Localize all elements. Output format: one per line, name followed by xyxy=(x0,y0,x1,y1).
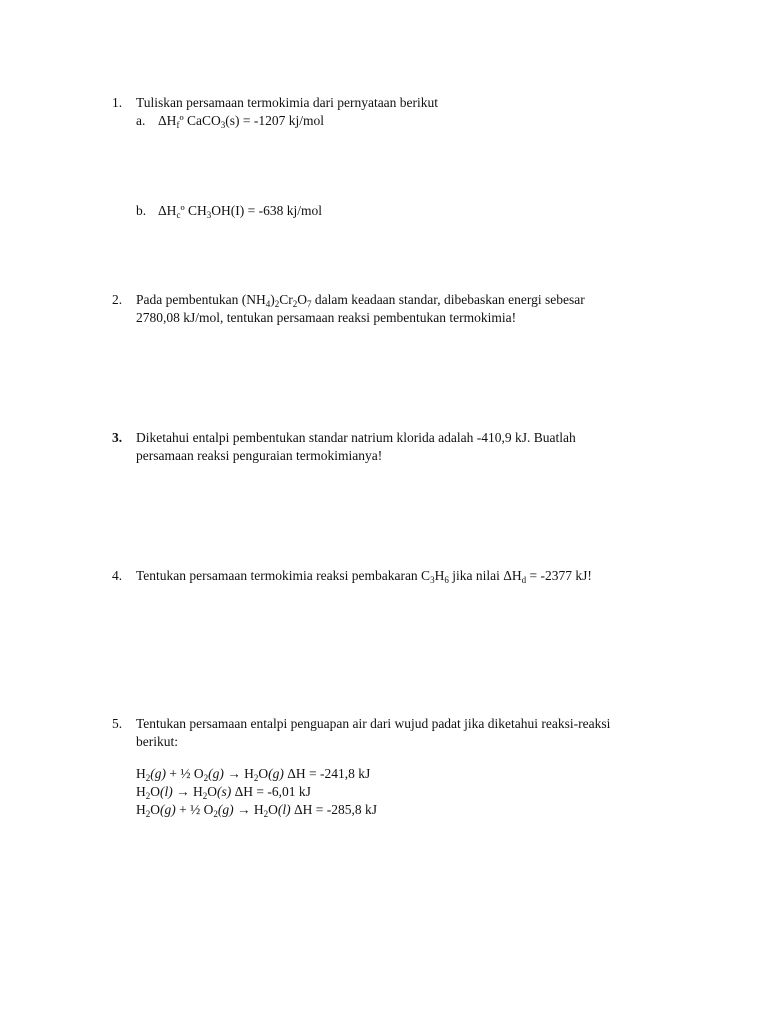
question-number: 3. xyxy=(112,430,123,445)
formula-text: º CH xyxy=(180,203,207,218)
delta-symbol: ΔH xyxy=(158,203,177,218)
question-number: 4. xyxy=(112,568,123,583)
question-2 xyxy=(112,291,672,327)
question-line: persamaan reaksi penguraian termokimianya! xyxy=(136,448,383,463)
question-prompt: Tuliskan persamaan termokimia dari pernyataan berikut xyxy=(136,95,439,110)
sub-label: a. xyxy=(136,113,146,128)
sub-question-b xyxy=(136,202,672,220)
question-5 xyxy=(112,715,672,819)
question-line: Tentukan persamaan entalpi penguapan air dari wujud padat jika diketahui reaksi-reaksi xyxy=(136,716,611,731)
question-1b xyxy=(112,202,672,220)
question-3 xyxy=(112,429,672,465)
question-line: Tentukan persamaan termokimia reaksi pembakaran $C_3H_6$ jika nilai $\Delta H_d = -2377$ kJ! xyxy=(136,568,592,585)
question-number: 5. xyxy=(112,716,123,731)
delta-symbol: ΔH xyxy=(158,113,177,128)
sub-question-a xyxy=(136,112,672,130)
reaction-2: $H_2O(l) \to H_2O(s) \Delta H = -6,01$ kJ xyxy=(136,784,311,801)
question-line: Diketahui entalpi pembentukan standar natrium klorida adalah -410,9 kJ. Buatlah xyxy=(136,430,576,445)
question-4 xyxy=(112,567,672,585)
question-line: 2780,08 kJ/mol, tentukan persamaan reaksi pembentukan termokimia! xyxy=(136,310,517,325)
subscript: 3 xyxy=(206,210,212,220)
question-number: 2. xyxy=(112,292,123,307)
subscript: c xyxy=(176,210,181,220)
formula-text: (s) = -1207 kj/mol xyxy=(225,113,324,128)
reaction-3: $H_2O(g)$ + ½ $O_2(g) \to H_2O(l) \Delta H = -285,8$ kJ xyxy=(136,802,378,819)
question-1 xyxy=(112,94,672,130)
subscript: 3 xyxy=(220,120,226,130)
sub-label: b. xyxy=(136,203,147,218)
subscript: f xyxy=(176,120,180,130)
reaction-1: $H_2(g)$ + ½ $O_2(g) \to H_2O(g) \Delta H = -241,8$ kJ xyxy=(136,766,371,783)
question-number: 1. xyxy=(112,95,123,110)
question-line: berikut: xyxy=(136,734,178,749)
question-line: Pada pembentukan $(NH_4)_2Cr_2O_7$ dalam keadaan standar, dibebaskan energi sebesar xyxy=(136,292,585,309)
formula-text: OH(I) = -638 kj/mol xyxy=(211,203,322,218)
formula-text: º CaCO xyxy=(179,113,221,128)
